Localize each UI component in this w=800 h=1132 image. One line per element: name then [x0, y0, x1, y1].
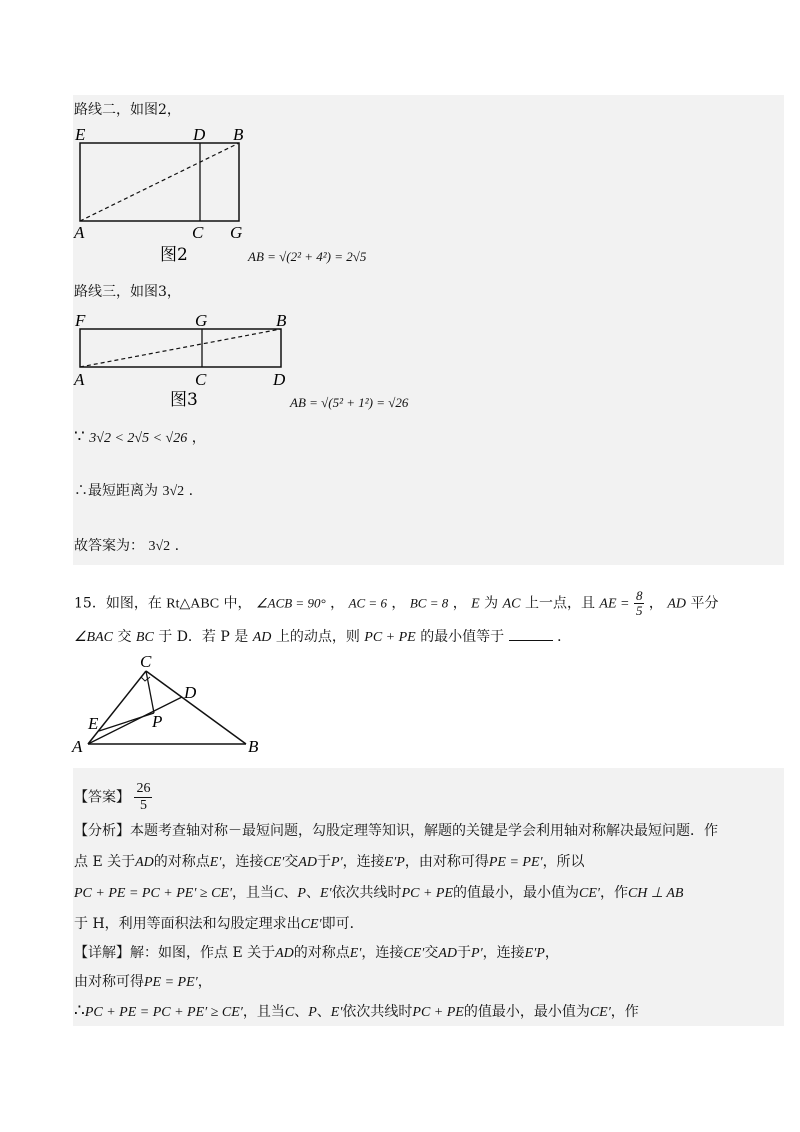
figure-triangle — [70, 652, 270, 760]
figure-3 — [70, 305, 300, 415]
figure-2 — [70, 120, 270, 270]
label-P: P — [152, 712, 163, 731]
detail-line2: 由对称可得PE = PE′， — [74, 974, 212, 990]
label-B: B — [248, 737, 259, 756]
fraction-8-5: $\frac{8}{5}$ — [635, 588, 643, 618]
label-D: D — [184, 683, 197, 702]
label-G: G — [195, 311, 208, 330]
route3-formula: AB = √(5² + 1²) = √26 — [290, 395, 409, 410]
label-A: A — [72, 737, 83, 756]
label-A: A — [74, 370, 85, 389]
detail-line1: 【详解】解：如图，作点 E 关于AD的对称点E′，连接CE′交AD于P′，连接E′P， — [74, 945, 559, 961]
analysis-line4: 于 H，利用等面积法和勾股定理求出CE′即可． — [74, 916, 364, 932]
label-E: E — [75, 125, 86, 144]
answer-blank[interactable] — [509, 628, 553, 641]
label-B: B — [233, 125, 244, 144]
label-D: D — [273, 370, 286, 389]
analysis-line1: 【分析】本题考查轴对称－最短问题，勾股定理等知识，解题的关键是学会利用轴对称解决最短问题．作 — [74, 823, 718, 839]
label-F: F — [75, 311, 86, 330]
label-B: B — [276, 311, 287, 330]
detail-line3: ∴PC + PE = PC + PE′ ≥ CE′，且当C、P、E′依次共线时PC + PE的值最小，最小值为CE′，作 — [74, 1001, 639, 1021]
problem-15-line2: ∠BAC 交 BC 于 D．若 P 是 AD 上的动点，则 PC + PE 的最小值等于 ． — [74, 629, 572, 645]
label-A: A — [74, 223, 85, 242]
label-C: C — [195, 370, 207, 389]
shortest-distance-line: ∴最短距离为 3√2 . — [74, 483, 194, 499]
label-E: E — [88, 714, 99, 733]
problem-15-line1: 15．如图，在 Rt△ABC 中， ∠ACB = 90° ， AC = 6 ， BC = 8 ， E 为 AC 上一点，且 AE = $\frac{8}{5}$ ， AD 平分 — [74, 588, 719, 618]
analysis-line2: 点 E 关于AD的对称点E′，连接CE′交AD于P′，连接E′P，由对称可得PE = PE′，所以 — [74, 854, 585, 870]
answer-line-14: 故答案为： 3√2 . — [74, 538, 180, 554]
answer-15: 【答案】 $\frac{26}{5}$ — [74, 781, 151, 813]
analysis-line3: PC + PE = PC + PE′ ≥ CE′，且当C、P、E′依次共线时PC + PE的值最小，最小值为CE′，作CH ⊥ AB — [74, 885, 684, 901]
route2-formula: AB = √(2² + 4²) = 2√5 — [248, 249, 367, 264]
comparison-line: ∵ 3√2 < 2√5 < √26 ， — [74, 427, 206, 447]
label-C: C — [140, 652, 152, 671]
figure-2-caption: 图2 — [160, 245, 188, 265]
label-G: G — [230, 223, 243, 242]
route2-heading: 路线二，如图2， — [74, 102, 181, 118]
figure-3-caption: 图3 — [170, 390, 198, 410]
route3-heading: 路线三，如图3， — [74, 284, 181, 300]
label-D: D — [193, 125, 206, 144]
label-C: C — [192, 223, 204, 242]
